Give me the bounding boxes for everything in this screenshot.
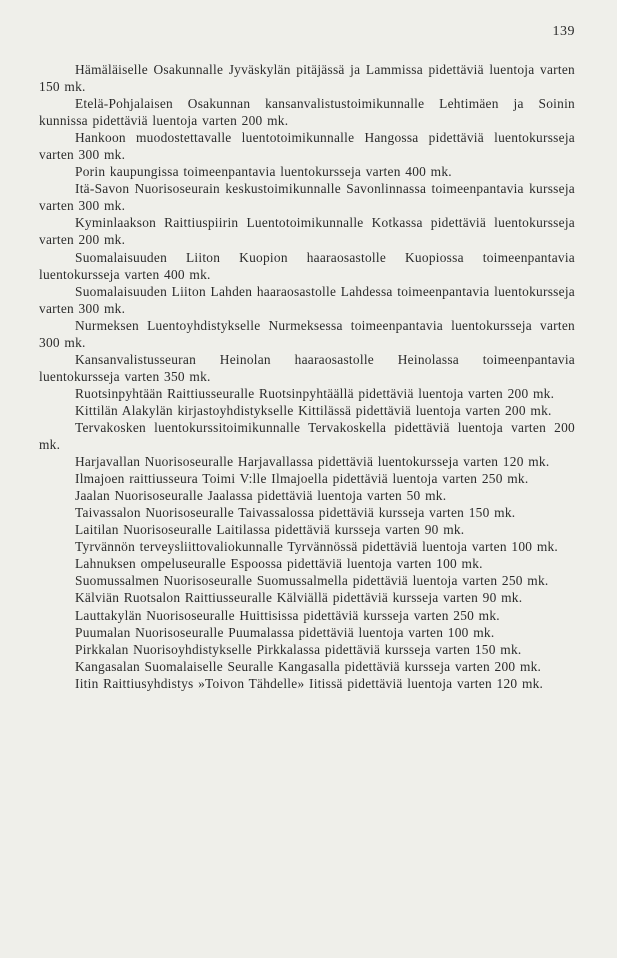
paragraph: Suomalaisuuden Liiton Kuopion haaraosastolle Kuopiossa toimeenpantavia luentokursseja varten 400 mk. <box>39 249 575 282</box>
paragraph: Porin kaupungissa toimeenpantavia luentokursseja varten 400 mk. <box>75 164 452 180</box>
paragraph: Lauttakylän Nuorisoseuralle Huittisissa pidettäviä kursseja varten 250 mk. <box>75 607 500 623</box>
paragraph: Laitilan Nuorisoseuralle Laitilassa pidettäviä kursseja varten 90 mk. <box>75 522 465 538</box>
page-number: 139 <box>552 24 575 39</box>
paragraph: Suomalaisuuden Liiton Lahden haaraosastolle Lahdessa toimeenpantavia luentokursseja varten 300 mk. <box>39 283 575 316</box>
paragraph: Kansanvalistusseuran Heinolan haaraosastolle Heinolassa toimeenpantavia luentokursseja varten 350 mk. <box>39 351 575 384</box>
paragraph: Taivassalon Nuorisoseuralle Taivassalossa pidettäviä kursseja varten 150 mk. <box>75 505 516 521</box>
paragraph: Harjavallan Nuorisoseuralle Harjavallassa pidettäviä luentokursseja varten 120 mk. <box>75 454 550 470</box>
paragraph: Kälviän Ruotsalon Raittiusseuralle Kälviällä pidettäviä kursseja varten 90 mk. <box>75 590 523 606</box>
paragraph: Kyminlaakson Raittiuspiirin Luentotoimikunnalle Kotkassa pidettäviä luentokursseja varten 200 mk. <box>39 215 575 248</box>
paragraph: Suomussalmen Nuorisoseuralle Suomussalmella pidettäviä luentoja varten 250 mk. <box>75 573 549 589</box>
paragraph: Iitin Raittiusyhdistys »Toivon Tähdelle» Iitissä pidettäviä luentoja varten 120 mk. <box>75 675 544 691</box>
paragraph: Ruotsinpyhtään Raittiusseuralle Ruotsinpyhtäällä pidettäviä luentoja varten 200 mk. <box>75 385 555 401</box>
paragraph: Lahnuksen ompeluseuralle Espoossa pidettäviä luentoja varten 100 mk. <box>75 556 483 572</box>
paragraph: Puumalan Nuorisoseuralle Puumalassa pidettäviä luentoja varten 100 mk. <box>75 624 495 640</box>
paragraph: Hankoon muodostettavalle luentotoimikunnalle Hangossa pidettäviä luentokursseja varten 300 mk. <box>39 130 575 163</box>
paragraph: Kangasalan Suomalaiselle Seuralle Kangasalla pidettäviä kursseja varten 200 mk. <box>75 658 542 674</box>
paragraph: Pirkkalan Nuorisoyhdistykselle Pirkkalassa pidettäviä kursseja varten 150 mk. <box>75 641 522 657</box>
paragraph: Hämäläiselle Osakunnalle Jyväskylän pitäjässä ja Lammissa pidettäviä luentoja varten 150 mk. <box>39 62 575 95</box>
paragraph: Ilmajoen raittiusseura Toimi V:lle Ilmajoella pidettäviä luentoja varten 250 mk. <box>75 471 529 487</box>
paragraph: Itä-Savon Nuorisoseurain keskustoimikunnalle Savonlinnassa toimeenpantavia kursseja varten 300 mk. <box>39 181 575 214</box>
paragraph: Etelä-Pohjalaisen Osakunnan kansanvalistustoimikunnalle Lehtimäen ja Soinin kunnissa pidettäviä luentoja varten 200 mk. <box>39 96 575 129</box>
paragraph: Kittilän Alakylän kirjastoyhdistykselle Kittilässä pidettäviä luentoja varten 200 mk. <box>75 402 552 418</box>
paragraph: Tyrvännön terveysliittovaliokunnalle Tyrvännössä pidettäviä luentoja varten 100 mk. <box>75 539 559 555</box>
paragraph: Jaalan Nuorisoseuralle Jaalassa pidettäviä luentoja varten 50 mk. <box>75 488 447 504</box>
paragraph: Tervakosken luentokurssitoimikunnalle Tervakoskella pidettäviä luentoja varten 200 mk. <box>39 419 575 453</box>
page-body <box>39 61 575 692</box>
paragraph: Nurmeksen Luentoyhdistykselle Nurmeksessa toimeenpantavia luentokursseja varten 300 mk. <box>39 317 575 350</box>
